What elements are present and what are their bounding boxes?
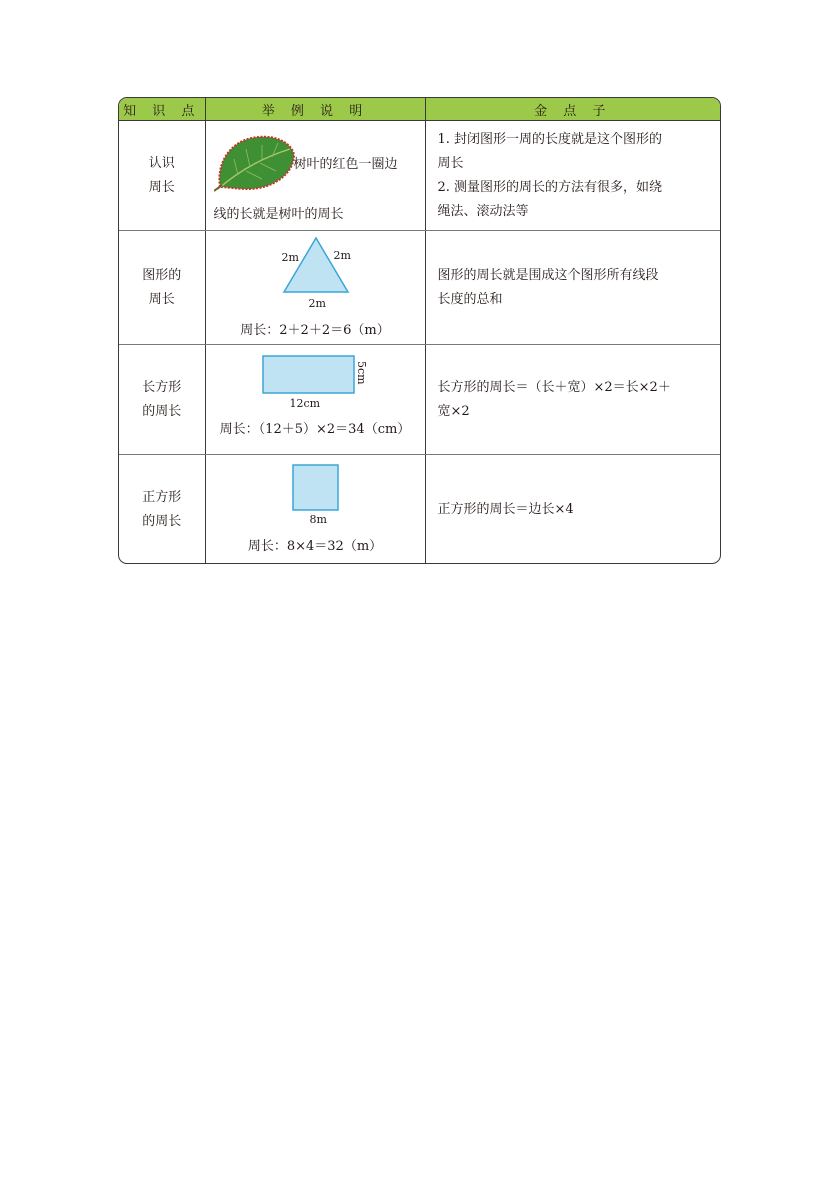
tip-text: 正方形的周长＝边长×4	[437, 502, 574, 517]
tip-text: 1. 封闭图形一周的长度就是这个图形的	[437, 131, 663, 147]
topic-text: 正方形	[142, 490, 182, 505]
rectangle-shape	[262, 355, 356, 395]
topic-text: 的周长	[142, 514, 182, 529]
formula-text: 周长：2＋2＋2＝6（m）	[240, 323, 390, 338]
table-row	[119, 121, 720, 231]
topic-text: 认识	[148, 155, 175, 171]
topic-text: 图形的	[142, 267, 182, 283]
side-label: 2m	[281, 251, 299, 264]
length-label: 12cm	[289, 397, 321, 410]
header-tip: 金 点 子	[425, 98, 720, 121]
header-example: 举 例 说 明	[205, 98, 425, 121]
tip-text: 2. 测量图形的周长的方法有很多，如绕	[437, 179, 663, 195]
formula-text: 周长：（12＋5）×2＝34（cm）	[219, 422, 411, 437]
side-label: 2m	[308, 297, 326, 310]
width-label: 5cm	[354, 361, 368, 385]
tip-text: 长方形的周长＝（长＋宽）×2＝长×2＋	[437, 379, 671, 395]
side-label: 8m	[309, 513, 327, 526]
example-cell	[205, 231, 425, 345]
knowledge-table	[118, 97, 721, 564]
tip-text: 图形的周长就是围成这个图形所有线段	[437, 267, 659, 283]
tip-text: 周长	[437, 155, 464, 171]
table-row	[119, 345, 720, 455]
table-row	[119, 231, 720, 345]
topic-cell	[119, 121, 205, 231]
leaf-image	[214, 131, 296, 193]
example-cell	[205, 121, 425, 231]
header-topic: 知 识 点	[119, 98, 205, 121]
topic-text: 周长	[148, 291, 175, 307]
topic-cell	[119, 345, 205, 455]
tip-text: 长度的总和	[437, 291, 503, 307]
header-row	[119, 98, 720, 121]
topic-cell	[119, 231, 205, 345]
tip-text: 宽×2	[437, 403, 470, 419]
formula-text: 周长：8×4＝32（m）	[247, 539, 383, 554]
topic-cell	[119, 455, 205, 565]
example-cell	[205, 345, 425, 455]
tip-text: 绳法、滚动法等	[437, 203, 529, 219]
tip-cell	[425, 345, 720, 455]
triangle-shape	[282, 236, 350, 294]
table-row	[119, 455, 720, 565]
example-cell	[205, 455, 425, 565]
tip-cell	[425, 231, 720, 345]
side-label: 2m	[333, 249, 351, 262]
tip-cell	[425, 455, 720, 565]
example-text: 线的长就是树叶的周长	[213, 207, 344, 222]
topic-text: 长方形	[142, 379, 182, 395]
tip-cell	[425, 121, 720, 231]
square-shape	[292, 464, 340, 512]
topic-text: 周长	[148, 179, 175, 195]
example-text: 树叶的红色一圈边	[293, 157, 398, 172]
topic-text: 的周长	[142, 403, 182, 419]
